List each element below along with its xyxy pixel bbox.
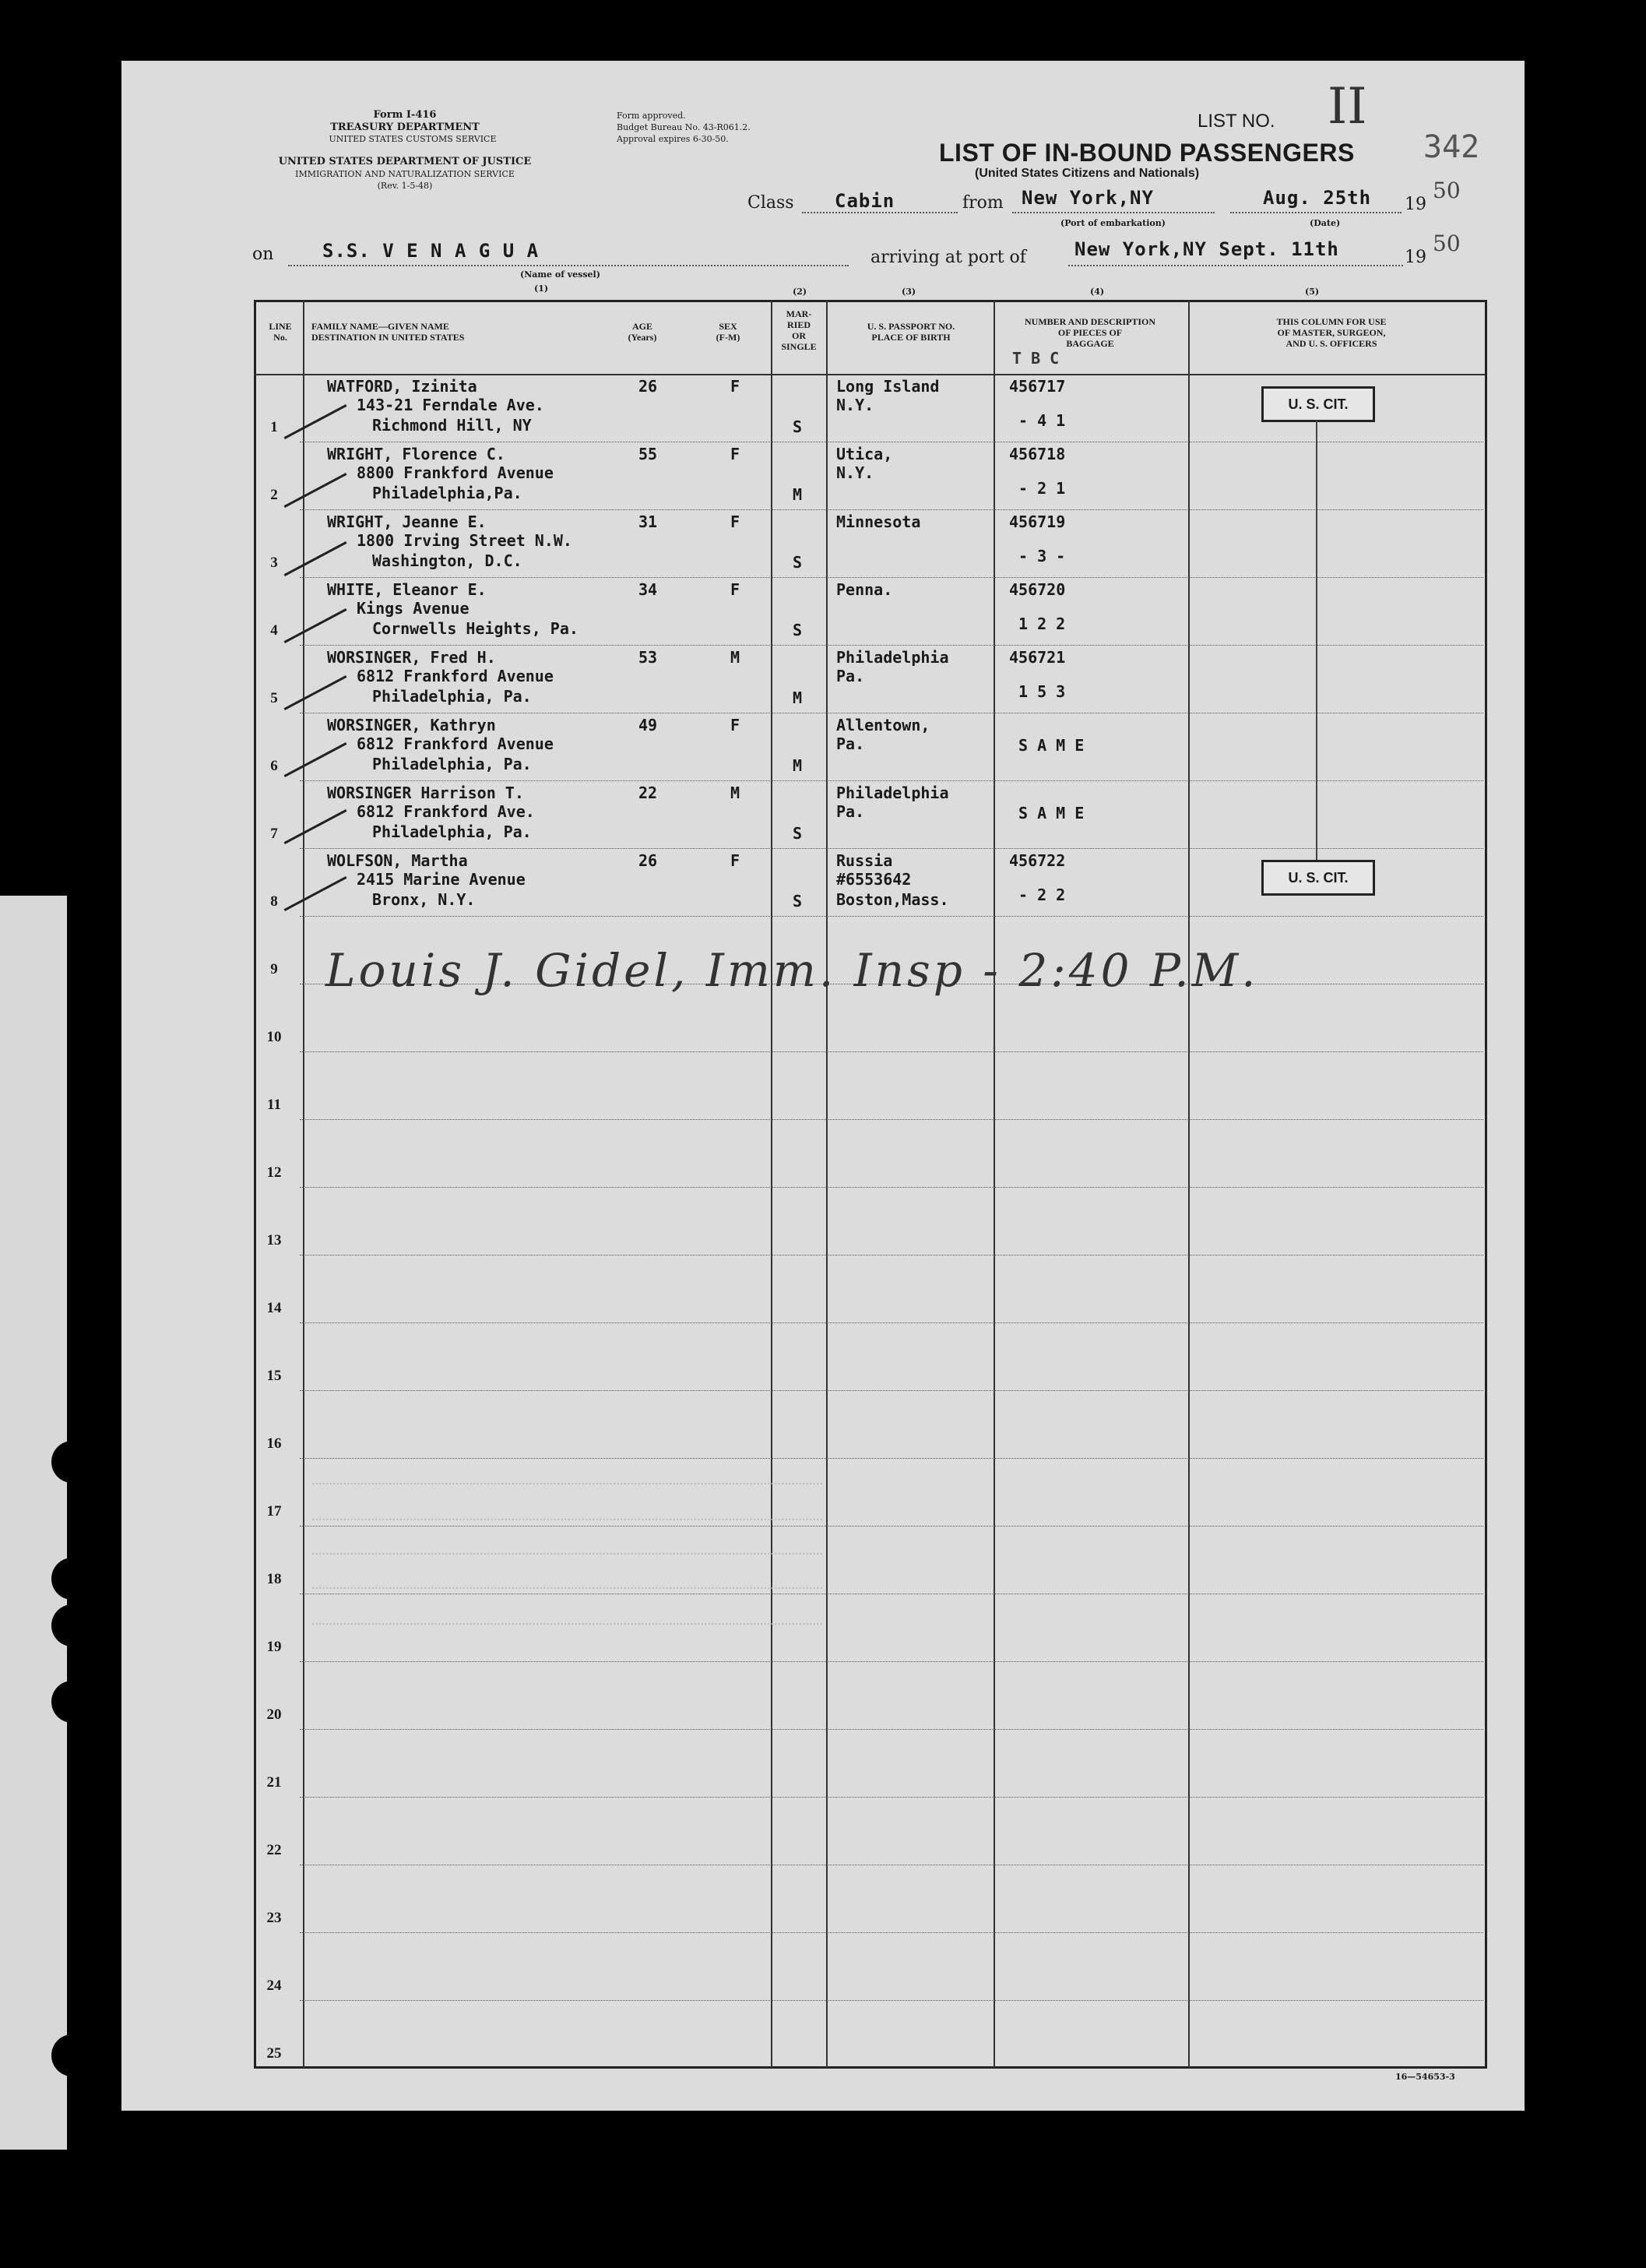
row-divider: [300, 1458, 1483, 1459]
col-header-name: FAMILY NAME—GIVEN NAME DESTINATION IN UNITED STATES: [311, 321, 465, 343]
row-divider: [300, 1932, 1483, 1933]
birth-place-line3: Boston,Mass.: [836, 890, 949, 909]
passport-number: 456719: [1009, 512, 1066, 531]
baggage-subheader: T B C: [1012, 349, 1060, 368]
line-number: 22: [266, 1842, 282, 1858]
passenger-marital-status: S: [793, 621, 803, 639]
passport-number: 456718: [1009, 445, 1066, 463]
col-number-2: (2): [793, 287, 807, 297]
passenger-name: WORSINGER, Kathryn: [327, 716, 496, 734]
baggage-count: - 2 1: [1018, 479, 1066, 498]
inspector-signature: Louis J. Gidel, Imm. Insp - 2:40 P.M.: [325, 944, 1259, 997]
year2-value: 50: [1433, 231, 1461, 256]
baggage-count: 1 2 2: [1018, 615, 1066, 633]
binder-hole: [51, 372, 93, 414]
birth-place: Russia: [836, 851, 893, 870]
list-no-label: LIST NO.: [1198, 111, 1275, 132]
col-header-sex: SEX (F-M): [716, 321, 740, 343]
passenger-address: 2415 Marine Avenue: [357, 870, 526, 889]
row-divider: [300, 2000, 1483, 2001]
binder-hole: [51, 619, 93, 661]
row-divider: [300, 1187, 1483, 1188]
from-value: New York,NY: [1022, 187, 1154, 209]
passenger-marital-status: M: [793, 485, 803, 504]
line-number: 16: [266, 1435, 282, 1452]
vessel-caption: (Name of vessel): [520, 269, 600, 280]
dept-treasury-sub: UNITED STATES CUSTOMS SERVICE: [329, 134, 497, 144]
passenger-name: WORSINGER Harrison T.: [327, 784, 524, 802]
form-approved: Form approved.: [617, 111, 686, 121]
dept-justice-sub: IMMIGRATION AND NATURALIZATION SERVICE: [295, 169, 515, 179]
passenger-address: 6812 Frankford Avenue: [357, 734, 554, 753]
left-paper-strip: [0, 896, 67, 2150]
line-number: 8: [270, 893, 278, 910]
row-divider: [300, 645, 1483, 646]
col-number-5: (5): [1305, 287, 1320, 297]
birth-place: Long Island: [836, 377, 940, 396]
passenger-city: Philadelphia, Pa.: [372, 687, 532, 706]
passenger-marital-status: S: [793, 417, 803, 436]
passenger-sex: F: [730, 377, 740, 396]
page-number: 342: [1423, 129, 1480, 165]
us-citizen-stamp: U. S. CIT.: [1261, 860, 1375, 896]
passenger-sex: M: [730, 784, 740, 802]
row-divider: [300, 1729, 1483, 1730]
passenger-city: Richmond Hill, NY: [372, 416, 532, 435]
from-label: from: [962, 193, 1004, 213]
binder-hole: [51, 1441, 93, 1483]
baggage-count: S A M E: [1018, 736, 1085, 755]
row-divider: [300, 1661, 1483, 1662]
year-value: 50: [1433, 178, 1461, 203]
line-number: 6: [270, 758, 278, 774]
passenger-age: 26: [638, 851, 658, 870]
birth-place-line2: N.Y.: [836, 396, 874, 414]
line-number: 1: [270, 419, 278, 435]
line-number: 5: [270, 690, 278, 706]
birth-place-line2: Pa.: [836, 667, 865, 685]
passenger-city: Philadelphia,Pa.: [372, 484, 522, 502]
vessel-name: S.S. V E N A G U A: [322, 240, 540, 262]
line-number: 10: [266, 1029, 282, 1045]
on-label: on: [252, 245, 274, 264]
birth-place: Minnesota: [836, 512, 921, 531]
row-divider: [300, 848, 1483, 849]
line-number: 12: [266, 1164, 282, 1181]
binder-hole: [51, 1558, 93, 1600]
passenger-name: WRIGHT, Jeanne E.: [327, 512, 487, 531]
row-divider: [300, 916, 1483, 917]
passenger-sex: F: [730, 716, 740, 734]
passenger-marital-status: M: [793, 756, 803, 775]
class-label: Class: [747, 193, 794, 213]
binder-hole: [51, 132, 93, 174]
departure-date: Aug. 25th: [1263, 187, 1372, 209]
col-header-baggage: NUMBER AND DESCRIPTION OF PIECES OF BAGGAGE: [1024, 316, 1156, 349]
row-divider: [300, 1051, 1483, 1052]
passport-number: 456720: [1009, 580, 1066, 599]
passenger-address: 8800 Frankford Avenue: [357, 463, 554, 482]
vessel-col-number: (1): [534, 284, 549, 294]
list-no-value: II: [1328, 78, 1367, 136]
line-number: 17: [266, 1503, 282, 1520]
row-divider: [300, 1119, 1483, 1120]
line-number: 15: [266, 1368, 282, 1384]
passenger-name: WHITE, Eleanor E.: [327, 580, 487, 599]
col-number-4: (4): [1090, 287, 1105, 297]
line-number: 11: [267, 1097, 281, 1113]
passenger-address: 6812 Frankford Avenue: [357, 667, 554, 685]
from-caption: (Port of embarkation): [1060, 218, 1166, 228]
footer-code: 16—54653-3: [1395, 2072, 1455, 2082]
birth-place: Penna.: [836, 580, 893, 599]
binder-hole: [51, 2034, 93, 2076]
approval-expires: Approval expires 6-30-50.: [617, 134, 729, 144]
binder-hole: [51, 746, 93, 788]
arriving-label: arriving at port of: [870, 248, 1026, 267]
line-number: 25: [266, 2045, 282, 2062]
year2-prefix: 19: [1405, 248, 1426, 267]
class-value: Cabin: [835, 190, 895, 212]
birth-place-line2: Pa.: [836, 802, 865, 821]
passport-number: 456721: [1009, 648, 1066, 667]
passenger-age: 34: [638, 580, 658, 599]
dept-treasury: TREASURY DEPARTMENT: [330, 122, 480, 133]
passenger-age: 55: [638, 445, 658, 463]
binder-hole: [51, 255, 93, 298]
passenger-marital-status: S: [793, 553, 803, 572]
arrival-port-date: New York,NY Sept. 11th: [1074, 238, 1339, 260]
baggage-count: S A M E: [1018, 804, 1085, 822]
line-number: 14: [266, 1300, 282, 1316]
baggage-count: - 3 -: [1018, 547, 1066, 565]
binder-hole: [51, 1681, 93, 1723]
line-number: 9: [270, 961, 278, 977]
passenger-age: 31: [638, 512, 658, 531]
row-divider: [300, 1322, 1483, 1323]
passenger-city: Philadelphia, Pa.: [372, 755, 532, 773]
line-number: 23: [266, 1910, 282, 1926]
passenger-age: 49: [638, 716, 658, 734]
line-number: 4: [270, 622, 278, 639]
line-number: 20: [266, 1706, 282, 1723]
page-title: LIST OF IN-BOUND PASSENGERS: [939, 139, 1355, 167]
passenger-name: WOLFSON, Martha: [327, 851, 468, 870]
birth-place-line2: Pa.: [836, 734, 865, 753]
dept-justice: UNITED STATES DEPARTMENT OF JUSTICE: [278, 156, 532, 167]
passenger-sex: M: [730, 648, 740, 667]
passenger-age: 22: [638, 784, 658, 802]
birth-place-line2: #6553642: [836, 870, 912, 889]
line-number: 21: [266, 1774, 282, 1791]
passenger-address: Kings Avenue: [357, 599, 470, 618]
birth-place: Philadelphia: [836, 648, 949, 667]
us-citizen-stamp: U. S. CIT.: [1261, 386, 1375, 422]
passenger-address: 1800 Irving Street N.W.: [357, 531, 572, 550]
row-divider: [300, 577, 1483, 578]
row-divider: [300, 1390, 1483, 1391]
row-divider: [300, 1255, 1483, 1256]
col-header-age: AGE (Years): [628, 321, 657, 343]
row-divider: [300, 1797, 1483, 1798]
row-divider: [300, 780, 1483, 781]
passenger-city: Bronx, N.Y.: [372, 890, 476, 909]
passenger-marital-status: S: [793, 892, 803, 910]
col-header-married: MAR- RIED OR SINGLE: [781, 308, 817, 352]
row-divider: [300, 509, 1483, 510]
line-number: 24: [266, 1977, 282, 1994]
birth-place: Utica,: [836, 445, 893, 463]
year-prefix: 19: [1405, 195, 1426, 214]
budget-bureau: Budget Bureau No. 43-R061.2.: [617, 122, 751, 132]
birth-place: Philadelphia: [836, 784, 949, 802]
passenger-name: WORSINGER, Fred H.: [327, 648, 496, 667]
passenger-sex: F: [730, 851, 740, 870]
line-number: 2: [270, 487, 278, 503]
line-number: 19: [266, 1639, 282, 1655]
passenger-city: Cornwells Heights, Pa.: [372, 619, 579, 638]
passenger-city: Washington, D.C.: [372, 551, 522, 570]
passport-number: 456717: [1009, 377, 1066, 396]
passenger-sex: F: [730, 445, 740, 463]
form-number: Form I-416: [373, 109, 437, 121]
baggage-count: 1 5 3: [1018, 682, 1066, 701]
baggage-count: - 2 2: [1018, 886, 1066, 904]
passenger-sex: F: [730, 512, 740, 531]
row-divider: [300, 1526, 1483, 1527]
col-number-3: (3): [902, 287, 916, 297]
baggage-count: - 4 1: [1018, 411, 1066, 430]
col-header-line-no: LINE No.: [269, 321, 292, 343]
passenger-marital-status: S: [793, 824, 803, 843]
col-header-officers: THIS COLUMN FOR USE OF MASTER, SURGEON, AND U. S. OFFICERS: [1276, 316, 1387, 349]
birth-place: Allentown,: [836, 716, 930, 734]
page-subtitle: (United States Citizens and Nationals): [975, 167, 1200, 180]
line-number: 18: [266, 1571, 282, 1587]
line-number: 13: [266, 1232, 282, 1248]
line-number: 3: [270, 555, 278, 571]
passport-number: 456722: [1009, 851, 1066, 870]
passenger-age: 53: [638, 648, 658, 667]
passenger-address: 6812 Frankford Ave.: [357, 802, 535, 821]
date-caption: (Date): [1310, 218, 1341, 228]
line-number: 7: [270, 826, 278, 842]
passenger-age: 26: [638, 377, 658, 396]
col-header-passport: U. S. PASSPORT NO. PLACE OF BIRTH: [867, 321, 955, 343]
passenger-sex: F: [730, 580, 740, 599]
passenger-address: 143-21 Ferndale Ave.: [357, 396, 544, 414]
passenger-marital-status: M: [793, 688, 803, 707]
passenger-name: WATFORD, Izinita: [327, 377, 477, 396]
passenger-name: WRIGHT, Florence C.: [327, 445, 505, 463]
binder-hole: [51, 1604, 93, 1646]
revision: (Rev. 1-5-48): [377, 181, 433, 191]
passenger-city: Philadelphia, Pa.: [372, 822, 532, 841]
birth-place-line2: N.Y.: [836, 463, 874, 482]
